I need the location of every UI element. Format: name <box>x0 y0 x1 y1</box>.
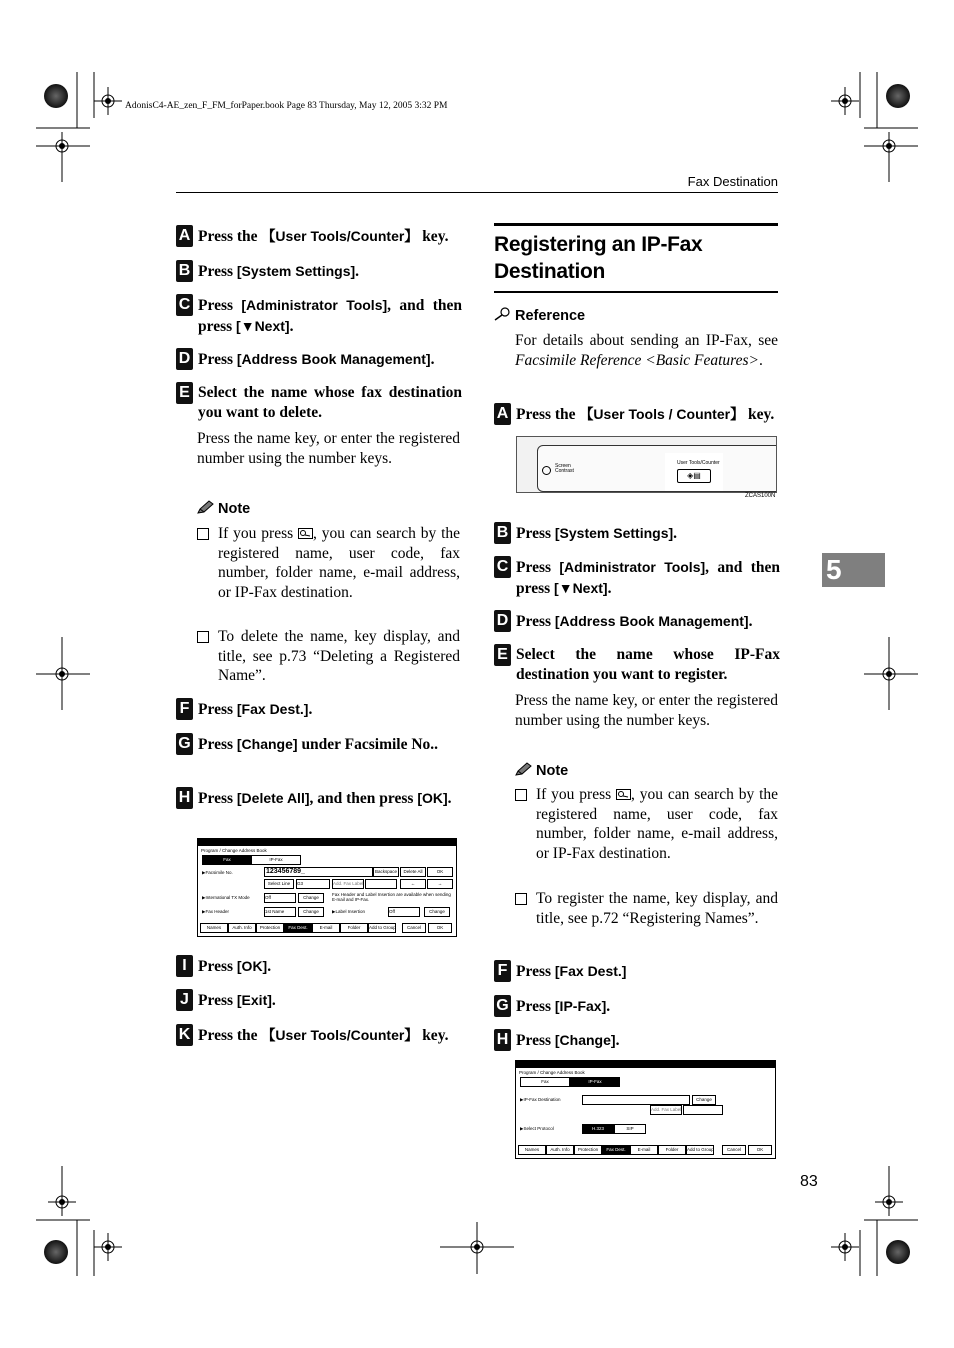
reference-heading <box>494 307 585 324</box>
key-label: 【User Tools/Counter】 <box>261 228 419 244</box>
step-number: A <box>494 403 511 425</box>
protocol-sip-button[interactable]: SIP <box>614 1124 646 1134</box>
illustration-code: ZCAS100N <box>745 493 776 499</box>
step-number: D <box>176 348 193 370</box>
step-text: Press <box>198 736 237 753</box>
note-title: Note <box>536 763 569 779</box>
checkbox-bullet-icon <box>197 528 209 540</box>
fax-header-value: 1st Name <box>264 907 296 917</box>
left-step-11 <box>176 1025 462 1046</box>
left-note-item-1 <box>197 524 460 602</box>
step-text: . <box>673 525 678 542</box>
reference-title: Reference <box>515 308 586 324</box>
step-text: Press <box>198 351 237 368</box>
step-number: A <box>176 225 193 247</box>
key-label: [Delete All] <box>236 790 310 806</box>
key-label: [▼Next] <box>236 318 290 334</box>
fax-header-change-button[interactable]: Change <box>298 907 324 917</box>
step-number: F <box>176 698 193 720</box>
step-number: H <box>494 1029 511 1051</box>
search-key-icon <box>616 789 631 800</box>
key-label: [Fax Dest.] <box>554 963 627 979</box>
checkbox-bullet-icon <box>515 893 527 905</box>
page-number: 83 <box>800 1173 818 1190</box>
protocol-h323-button[interactable]: H.323 <box>582 1124 614 1134</box>
step-text: Press <box>198 701 237 718</box>
label-insertion-change-button[interactable]: Change <box>424 907 450 917</box>
add-fax-label-button[interactable]: Add. Fax Label <box>332 879 364 889</box>
step-text: . <box>615 1032 620 1049</box>
left-note-heading <box>197 500 250 517</box>
tab-fax[interactable]: Fax <box>202 855 252 865</box>
step-text: , and then press <box>516 559 781 597</box>
fax-no-label: ▶Facsimile No. <box>202 870 233 875</box>
fax-no-field[interactable]: 123456789_ <box>264 867 373 877</box>
key-label: [OK] <box>417 790 448 806</box>
note-text: To register the name, key display, and title, see p.72 “Registering Names”. <box>536 890 778 927</box>
left-step-6 <box>176 699 462 720</box>
chapter-tab: 5 <box>822 553 885 587</box>
empty-field <box>683 1105 723 1115</box>
right-note-item-2 <box>515 889 778 928</box>
note-text: , you can search by the registered name, user code, fax number, folder name, e-mail address, or IP-Fax destination. <box>218 525 461 601</box>
note-text: If you press <box>218 525 299 542</box>
left-step-5 <box>176 383 462 423</box>
pencil-icon <box>515 762 532 776</box>
step-number: J <box>176 989 193 1011</box>
backspace-button[interactable]: Backspace <box>373 867 399 877</box>
user-tools-key[interactable]: ◈▤ <box>677 469 711 483</box>
screen-title: Program / Change Address Book <box>519 1070 585 1075</box>
left-step-10 <box>176 990 462 1011</box>
key-label: [Exit] <box>236 992 272 1008</box>
step-text: . <box>289 318 294 335</box>
step-text: key. <box>744 406 775 423</box>
step-number: B <box>494 522 511 544</box>
step-text: Press <box>198 263 237 280</box>
right-step-8 <box>494 1030 780 1051</box>
step-number: C <box>494 556 511 578</box>
step-text: Press <box>516 1032 555 1049</box>
step-text: Press <box>198 790 237 807</box>
step-text: , and then press <box>309 790 418 807</box>
step-number: C <box>176 294 193 316</box>
key-label: [Address Book Management] <box>236 351 431 367</box>
tab-fax-dest[interactable]: Fax Dest. <box>284 923 312 933</box>
step-text: Press the <box>516 406 580 423</box>
ok-button[interactable]: OK <box>748 1145 772 1155</box>
heading-rule-bottom <box>494 291 778 293</box>
note-text: To delete the name, key display, and title, see p.73 “Deleting a Registered Name”. <box>218 628 460 684</box>
step-text: Press the <box>198 228 262 245</box>
tab-auth-info[interactable]: Auth. Info <box>546 1145 574 1155</box>
right-step-1 <box>494 404 780 425</box>
section-heading: Registering an IP-Fax Destination <box>494 233 703 283</box>
key-label: [System Settings] <box>554 525 674 541</box>
key-label: [System Settings] <box>236 263 356 279</box>
step-text: . <box>271 992 276 1009</box>
search-key-icon <box>298 528 313 539</box>
right-step-5 <box>494 645 780 685</box>
checkbox-bullet-icon <box>197 631 209 643</box>
key-label: [Address Book Management] <box>554 613 749 629</box>
heading-rule-top <box>494 223 778 226</box>
magnifier-icon <box>494 307 511 321</box>
right-step-3 <box>494 557 780 599</box>
step-number: D <box>494 610 511 632</box>
reference-text-pre: For details about sending an IP-Fax, see <box>515 332 778 349</box>
cancel-button[interactable]: Cancel <box>722 1145 746 1155</box>
left-screen-screenshot <box>197 838 457 937</box>
tab-auth-info[interactable]: Auth. Info <box>228 923 256 933</box>
step-text: Press <box>516 998 555 1015</box>
right-step-7 <box>494 996 780 1017</box>
step-text: Select the name whose IP-Fax destination you want to register. <box>516 646 780 683</box>
tab-folder[interactable]: Folder <box>658 1145 686 1155</box>
right-step-2 <box>494 523 780 544</box>
step-number: G <box>176 733 193 755</box>
bottom-tab-bar <box>200 923 452 933</box>
intl-tx-label: ▶International TX Mode <box>202 895 250 900</box>
key-label: [Administrator Tools] <box>559 559 706 575</box>
step-text: . <box>355 263 360 280</box>
step-number: F <box>494 960 511 982</box>
tab-add-to-group[interactable]: Add to Group <box>686 1145 714 1155</box>
screen-contrast-icon <box>542 466 551 475</box>
bottom-tab-bar <box>518 1145 772 1155</box>
empty-field <box>365 879 397 889</box>
step-text: . <box>430 351 435 368</box>
step-text: Press <box>198 958 237 975</box>
step-text: . <box>447 790 452 807</box>
right-note-item-1 <box>515 785 778 863</box>
note-title: Note <box>218 501 251 517</box>
step-number: I <box>176 955 193 977</box>
step-text: Press the <box>198 1027 262 1044</box>
tab-names[interactable]: Names <box>518 1145 546 1155</box>
step-number: B <box>176 260 193 282</box>
ip-fax-destination-field[interactable] <box>582 1095 690 1105</box>
file-info: AdonisC4-AE_zen_F_FM_forPaper.book Page 83 Thursday, May 12, 2005 3:32 PM <box>125 101 448 111</box>
tab-protection[interactable]: Protection <box>574 1145 602 1155</box>
key-label: [Change] <box>236 736 298 752</box>
step-text: . <box>748 613 753 630</box>
right-note-heading <box>515 762 568 779</box>
left-step-3 <box>176 295 462 337</box>
control-panel-illustration <box>516 436 777 493</box>
screen-header-bar <box>198 839 456 846</box>
right-arrow-button[interactable]: → <box>427 879 453 889</box>
left-step-1 <box>176 226 462 247</box>
step-text: key. <box>418 1027 449 1044</box>
tab-names[interactable]: Names <box>200 923 228 933</box>
fax-header-label: ▶Fax Header <box>202 909 229 914</box>
step-text: under Facsimile No.. <box>297 736 439 753</box>
info-text: Fax Header and Label Insertion are available when sending E-mail and IP-Fax. <box>332 892 451 902</box>
delete-all-button[interactable]: Delete All <box>400 867 426 877</box>
header-rule <box>176 192 778 193</box>
intl-tx-change-button[interactable]: Change <box>298 893 324 903</box>
ip-fax-destination-label: ▶IP-Fax Destination <box>520 1097 561 1102</box>
step-text: key. <box>418 228 449 245</box>
reference-text-post: . <box>759 351 763 369</box>
step-text: . <box>267 958 272 975</box>
step-number: E <box>176 382 193 404</box>
g3-field: G3 <box>296 879 330 889</box>
tab-ip-fax[interactable]: IP-Fax <box>251 855 301 865</box>
key-label: [Fax Dest.] <box>236 701 309 717</box>
step-text: Select the name whose fax destination you want to delete. <box>198 384 462 421</box>
key-label: [IP-Fax] <box>554 998 607 1014</box>
key-label: [Change] <box>554 1032 616 1048</box>
screen-contrast-label: Screen Contrast <box>555 463 574 474</box>
key-label: [OK] <box>236 958 268 974</box>
key-label: [▼Next] <box>554 580 608 596</box>
step-number: K <box>176 1024 193 1046</box>
tab-email[interactable]: E-mail <box>312 923 340 933</box>
tab-add-to-group[interactable]: Add to Group <box>368 923 396 933</box>
select-line-button[interactable]: Select Line <box>264 879 294 889</box>
step-text: . <box>607 580 612 597</box>
user-tools-counter-label: User Tools/Counter <box>677 460 720 466</box>
checkbox-bullet-icon <box>515 789 527 801</box>
label-insertion-label: ▶Label Insertion <box>332 909 365 914</box>
screen-title: Program / Change Address Book <box>201 848 267 853</box>
step-text: , and then press <box>198 297 463 335</box>
step-text: Press <box>516 613 555 630</box>
cancel-button[interactable]: Cancel <box>402 923 426 933</box>
intl-tx-value: Off <box>264 893 296 903</box>
left-arrow-button[interactable]: ← <box>400 879 426 889</box>
step-number: H <box>176 787 193 809</box>
tab-protection[interactable]: Protection <box>256 923 284 933</box>
screen-header-bar <box>516 1061 775 1068</box>
tab-fax-dest[interactable]: Fax Dest. <box>602 1145 630 1155</box>
step-number: E <box>494 644 511 666</box>
step-text: Press <box>198 992 237 1009</box>
tab-email[interactable]: E-mail <box>630 1145 658 1155</box>
ok-button[interactable]: OK <box>427 867 453 877</box>
left-step-7 <box>176 734 462 755</box>
reference-book-title: Facsimile Reference <Basic Features> <box>515 351 760 369</box>
add-fax-label-button[interactable]: Add. Fax Label <box>650 1105 682 1115</box>
ip-fax-change-button[interactable]: Change <box>692 1095 716 1105</box>
left-step-8 <box>176 788 462 809</box>
step-text: . <box>308 701 313 718</box>
key-label: [Administrator Tools] <box>241 297 388 313</box>
running-title: Fax Destination <box>687 174 778 189</box>
key-label: 【User Tools / Counter】 <box>579 406 745 422</box>
pencil-icon <box>197 500 214 514</box>
right-step-4 <box>494 611 780 632</box>
select-protocol-label: ▶Select Protocol <box>520 1126 554 1131</box>
ok-button[interactable]: OK <box>428 923 452 933</box>
key-label: 【User Tools/Counter】 <box>261 1027 419 1043</box>
left-note-item-2 <box>197 627 460 686</box>
step-text: Press <box>198 297 242 314</box>
left-step-2 <box>176 261 462 282</box>
tab-ip-fax[interactable]: IP-Fax <box>570 1077 620 1087</box>
step-text: Press <box>516 963 555 980</box>
left-step-4 <box>176 349 462 370</box>
left-step-9 <box>176 956 462 977</box>
step-text: . <box>606 998 611 1015</box>
left-step5-body: Press the name key, or enter the registered number using the number keys. <box>197 430 460 467</box>
step-text: Press <box>516 525 555 542</box>
step-text: Press <box>516 559 560 576</box>
right-step5-body: Press the name key, or enter the registered number using the number keys. <box>515 692 778 729</box>
reference-text <box>515 331 778 370</box>
note-text: , you can search by the registered name, user code, fax number, folder name, e-mail address, or IP-Fax destination. <box>536 786 779 862</box>
step-number: G <box>494 995 511 1017</box>
right-screen-screenshot <box>515 1060 776 1159</box>
note-text: If you press <box>536 786 617 803</box>
tab-folder[interactable]: Folder <box>340 923 368 933</box>
tab-fax[interactable]: Fax <box>520 1077 570 1087</box>
right-step-6 <box>494 961 780 982</box>
label-insertion-value: Off <box>388 907 420 917</box>
